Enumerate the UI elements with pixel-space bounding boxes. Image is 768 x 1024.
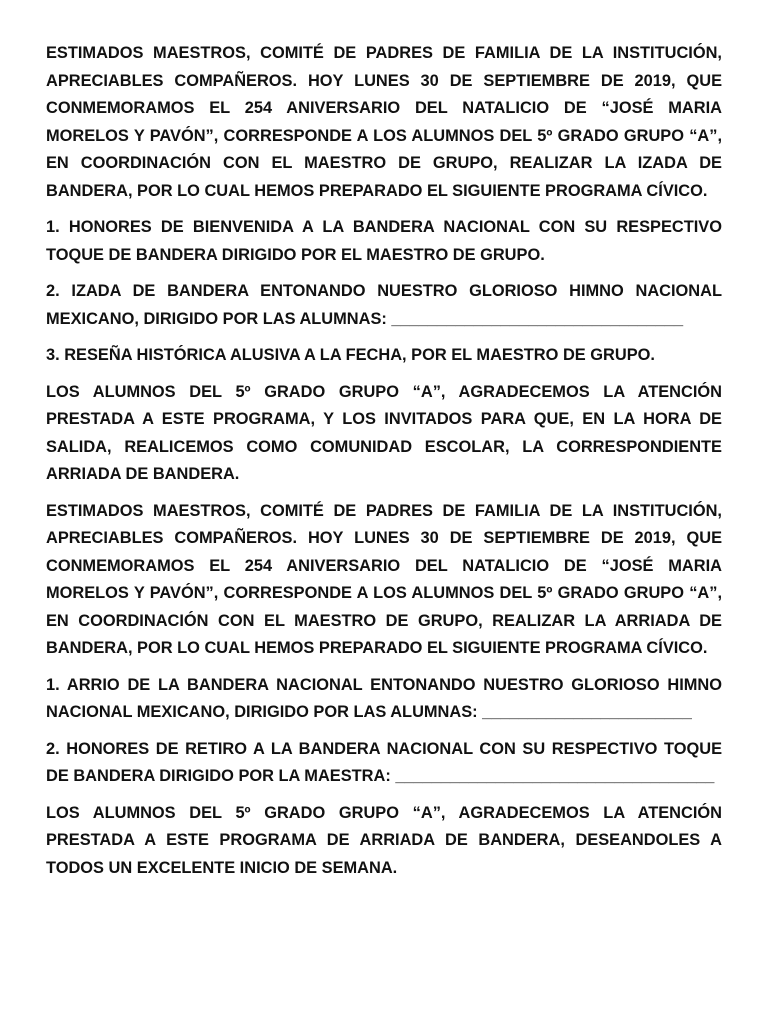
intro-paragraph-izada: ESTIMADOS MAESTROS, COMITÉ DE PADRES DE FAMILIA DE LA INSTITUCIÓN, APRECIABLES COMPAÑEROS. HOY LUNES 30 DE SEPTIEMBRE DE 2019, QUE CONMEMORAMOS EL 254 ANIVERSARIO DEL NATALICIO DE “JOSÉ MARIA MORELOS Y PAVÓN”, CORRESPONDE A LOS ALUMNOS DEL 5º GRADO GRUPO “A”, EN COORDINACIÓN CON EL MAESTRO DE GRUPO, REALIZAR LA IZADA DE BANDERA, POR LO CUAL HEMOS PREPARADO EL SIGUIENTE PROGRAMA CÍVICO. xyxy=(46,44,722,200)
closing-paragraph-izada: LOS ALUMNOS DEL 5º GRADO GRUPO “A”, AGRADECEMOS LA ATENCIÓN PRESTADA A ESTE PROGRAMA, Y LOS INVITADOS PARA QUE, EN LA HORA DE SALIDA, REALICEMOS COMO COMUNIDAD ESCOLAR, LA CORRESPONDIENTE ARRIADA DE BANDERA. xyxy=(46,382,722,483)
program-item-1-honores-bienvenida: 1. HONORES DE BIENVENIDA A LA BANDERA NACIONAL CON SU RESPECTIVO TOQUE DE BANDERA DIRIGIDO POR EL MAESTRO DE GRUPO. xyxy=(46,218,722,264)
program-item-2-izada-himno: 2. IZADA DE BANDERA ENTONANDO NUESTRO GLORIOSO HIMNO NACIONAL MEXICANO, DIRIGIDO POR LAS ALUMNAS: ________________________________ xyxy=(46,282,722,328)
closing-paragraph-arriada: LOS ALUMNOS DEL 5º GRADO GRUPO “A”, AGRADECEMOS LA ATENCIÓN PRESTADA A ESTE PROGRAMA DE ARRIADA DE BANDERA, DESEANDOLES A TODOS UN EXCELENTE INICIO DE SEMANA. xyxy=(46,803,722,877)
program-item-2-honores-retiro: 2. HONORES DE RETIRO A LA BANDERA NACIONAL CON SU RESPECTIVO TOQUE DE BANDERA DIRIGIDO POR LA MAESTRA: ___________________________________ xyxy=(46,739,722,785)
program-item-3-resena-historica: 3. RESEÑA HISTÓRICA ALUSIVA A LA FECHA, POR EL MAESTRO DE GRUPO. xyxy=(46,346,655,364)
program-item-1-arrio-himno: 1. ARRIO DE LA BANDERA NACIONAL ENTONANDO NUESTRO GLORIOSO HIMNO NACIONAL MEXICANO, DIRIGIDO POR LAS ALUMNAS: _______________________ xyxy=(46,675,722,721)
document-page xyxy=(46,40,722,891)
intro-paragraph-arriada: ESTIMADOS MAESTROS, COMITÉ DE PADRES DE FAMILIA DE LA INSTITUCIÓN, APRECIABLES COMPAÑEROS. HOY LUNES 30 DE SEPTIEMBRE DE 2019, QUE CONMEMORAMOS EL 254 ANIVERSARIO DEL NATALICIO DE “JOSÉ MARIA MORELOS Y PAVÓN”, CORRESPONDE A LOS ALUMNOS DEL 5º GRADO GRUPO “A”, EN COORDINACIÓN CON EL MAESTRO DE GRUPO, REALIZAR LA ARRIADA DE BANDERA, POR LO CUAL HEMOS PREPARADO EL SIGUIENTE PROGRAMA CÍVICO. xyxy=(46,501,722,657)
